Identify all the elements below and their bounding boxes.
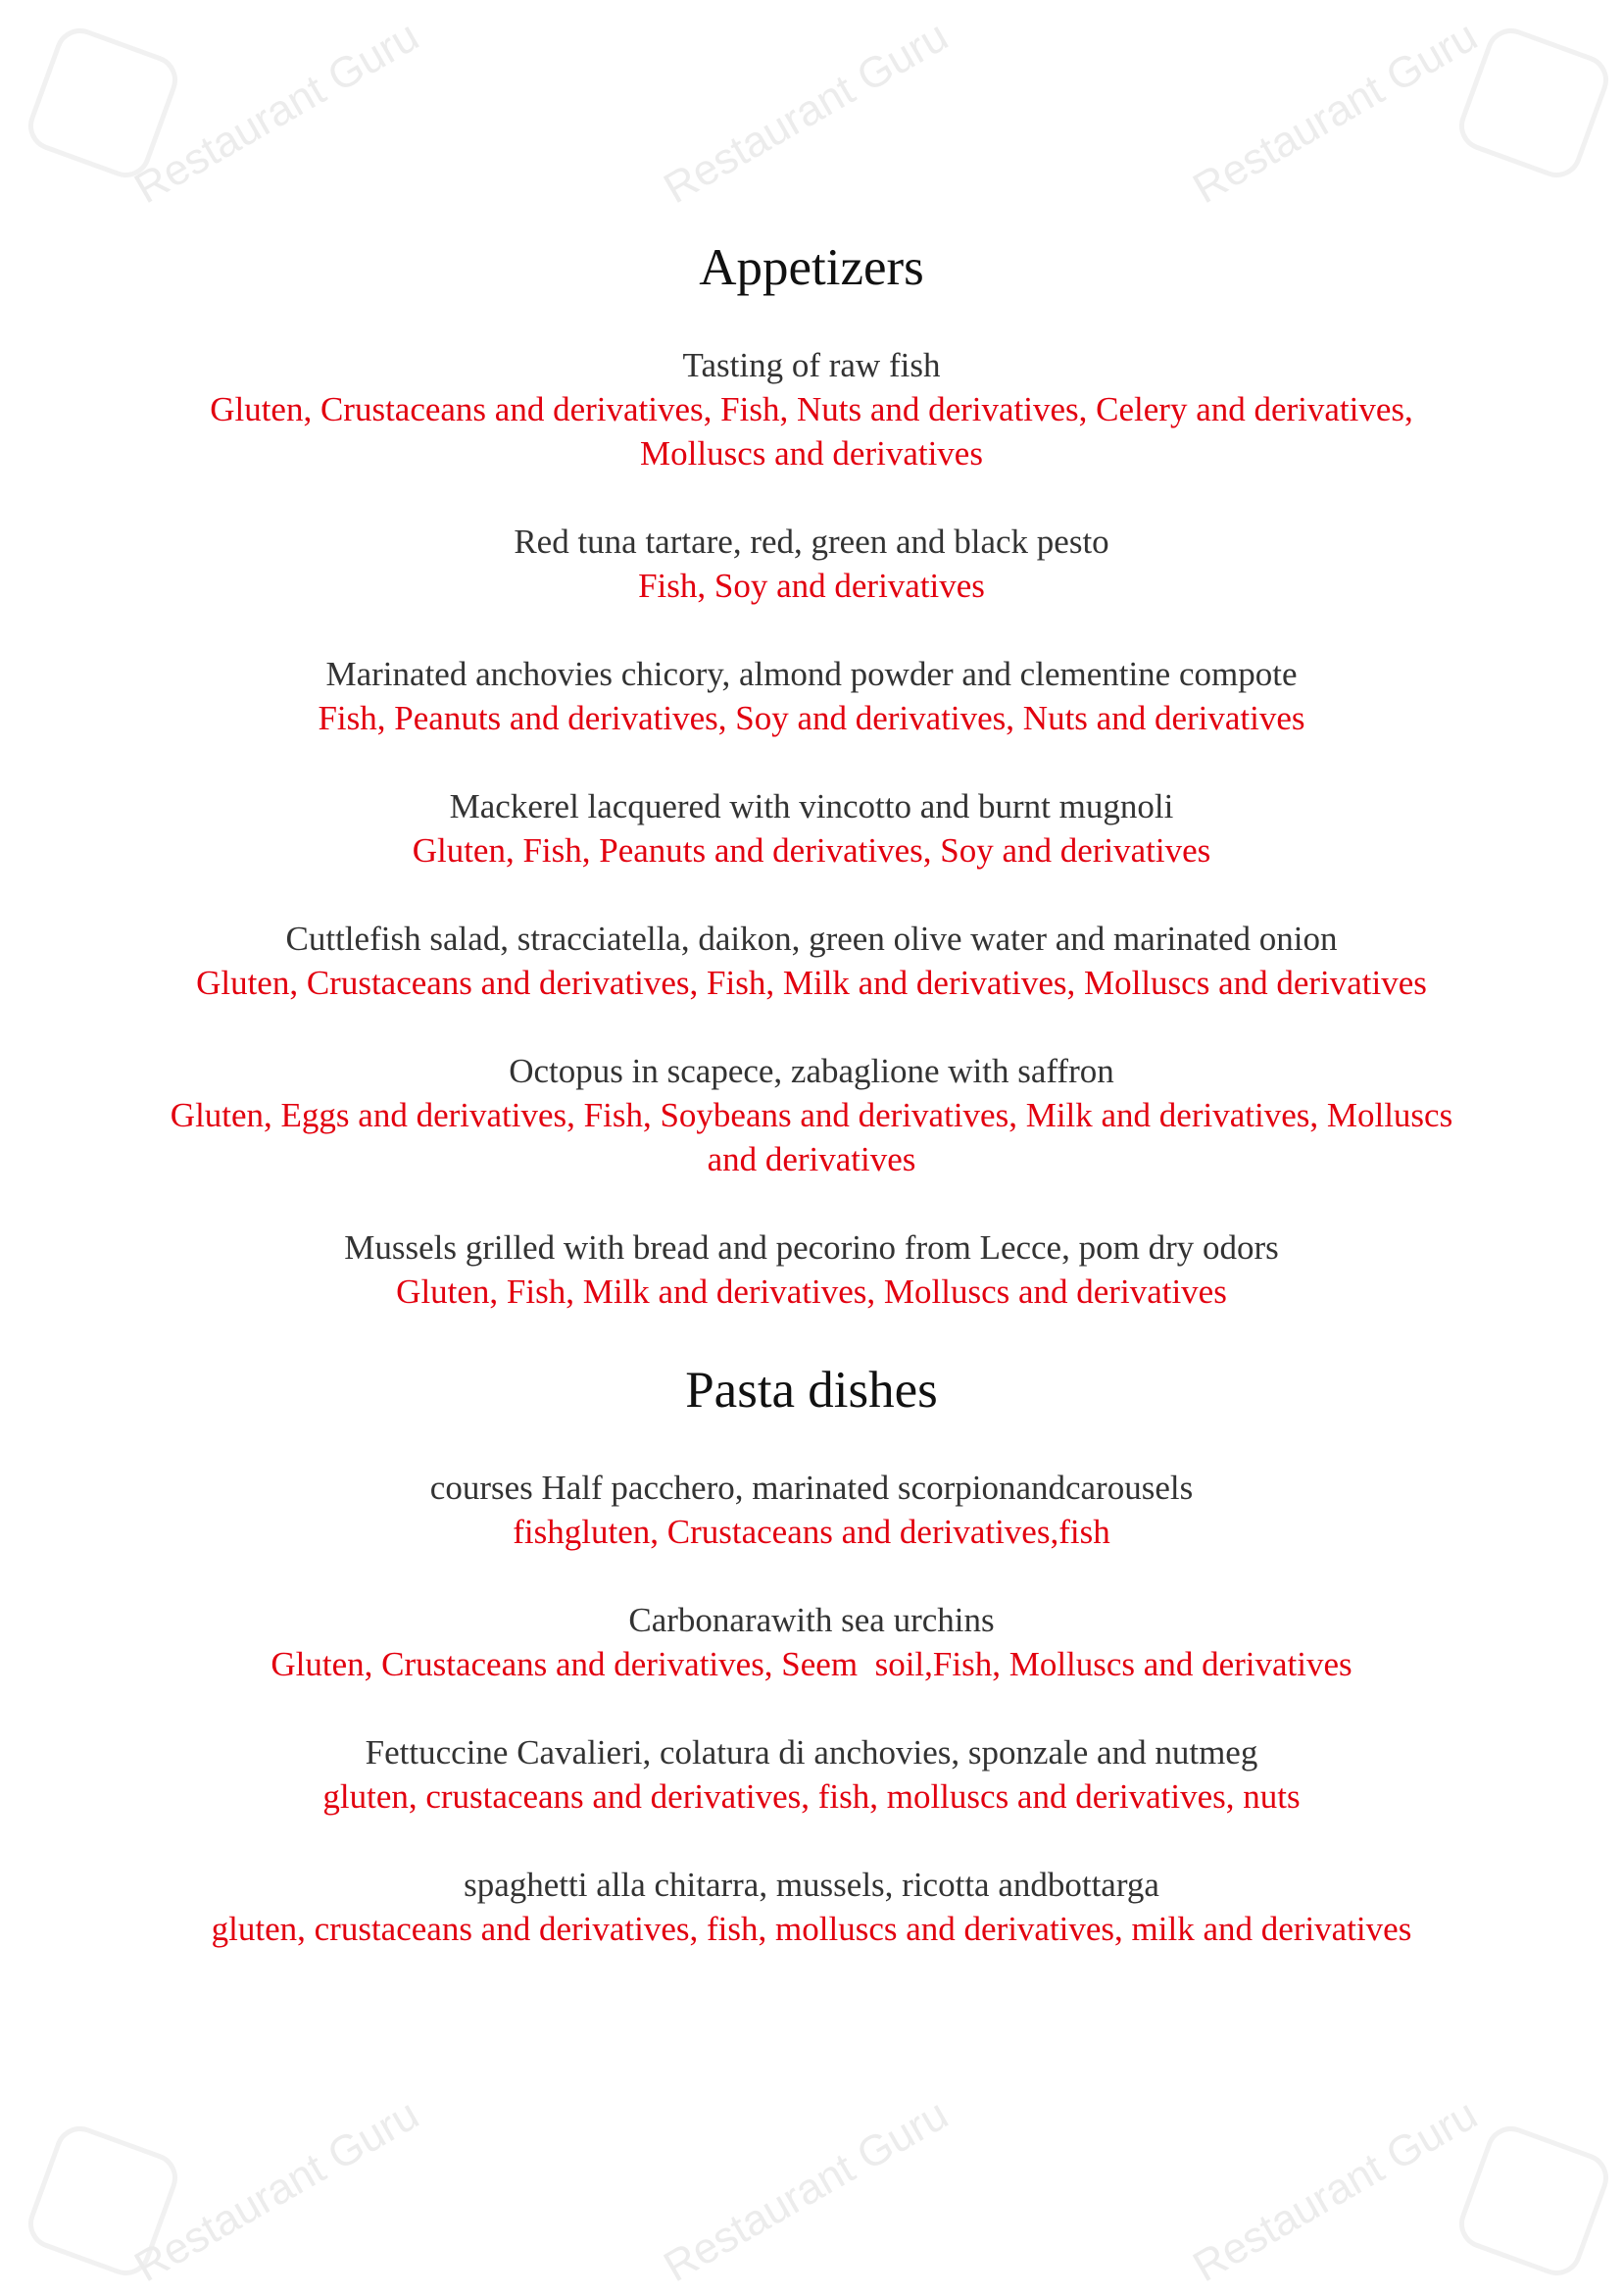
pasta-dishes-list — [165, 1466, 1458, 1951]
menu-item — [165, 1225, 1458, 1314]
dish-name: Fettuccine Cavalieri, colatura di anchovies, sponzale and nutmeg — [365, 1733, 1258, 1772]
dish-allergens: gluten, crustaceans and derivatives, fish, molluscs and derivatives, milk and derivatives — [211, 1910, 1412, 1948]
dish-allergens: Gluten, Crustaceans and derivatives, Fish, Milk and derivatives, Molluscs and derivatives — [196, 964, 1427, 1002]
watermark-logo-icon — [1452, 22, 1616, 185]
menu-item — [165, 1466, 1458, 1554]
dish-name: spaghetti alla chitarra, mussels, ricotta andbottarga — [464, 1866, 1159, 1904]
dish-allergens: Gluten, Crustaceans and derivatives, Fish, Nuts and derivatives, Celery and derivatives, Molluscs and derivatives — [210, 390, 1413, 473]
dish-allergens: Fish, Soy and derivatives — [638, 567, 985, 605]
dish-name: courses Half pacchero, marinated scorpionandcarousels — [429, 1469, 1194, 1507]
menu-item — [165, 1049, 1458, 1181]
dish-name: Octopus in scapece, zabaglione with saffron — [509, 1052, 1114, 1090]
dish-allergens: Fish, Peanuts and derivatives, Soy and derivatives, Nuts and derivatives — [318, 699, 1305, 737]
watermark-text: Restaurant Guru — [656, 12, 957, 214]
dish-allergens: Gluten, Fish, Milk and derivatives, Molluscs and derivatives — [396, 1273, 1227, 1311]
dish-name: Tasting of raw fish — [682, 346, 941, 384]
dish-name: Mussels grilled with bread and pecorino from Lecce, pom dry odors — [344, 1228, 1279, 1267]
watermark-text: Restaurant Guru — [656, 2090, 957, 2292]
menu-item — [165, 784, 1458, 873]
menu-item — [165, 1863, 1458, 1951]
watermark-logo-icon — [22, 2120, 185, 2283]
appetizers-list — [165, 343, 1458, 1314]
watermark-text: Restaurant Guru — [126, 12, 427, 214]
dish-name: Cuttlefish salad, stracciatella, daikon, green olive water and marinated onion — [285, 920, 1338, 958]
menu-item — [165, 343, 1458, 475]
section-title-pasta-dishes: Pasta dishes — [685, 1362, 938, 1419]
watermark-logo-icon — [1452, 2120, 1616, 2283]
watermark-text: Restaurant Guru — [1185, 12, 1486, 214]
menu-item — [165, 1598, 1458, 1686]
section-title-appetizers: Appetizers — [699, 239, 924, 296]
menu-item — [165, 1730, 1458, 1819]
dish-name: Carbonarawith sea urchins — [628, 1601, 995, 1639]
dish-allergens: Gluten, Crustaceans and derivatives, Seem soil,Fish, Molluscs and derivatives — [270, 1645, 1352, 1683]
menu-page — [165, 233, 1458, 1951]
dish-name: Mackerel lacquered with vincotto and burnt mugnoli — [449, 787, 1174, 825]
dish-name: Marinated anchovies chicory, almond powder and clementine compote — [325, 655, 1298, 693]
watermark-text: Restaurant Guru — [1185, 2090, 1486, 2292]
dish-allergens: Gluten, Fish, Peanuts and derivatives, Soy and derivatives — [412, 831, 1211, 870]
watermark-logo-icon — [22, 22, 185, 185]
menu-item — [165, 917, 1458, 1005]
dish-allergens: gluten, crustaceans and derivatives, fish, molluscs and derivatives, nuts — [322, 1777, 1301, 1816]
dish-allergens: fishgluten, Crustaceans and derivatives,fish — [513, 1513, 1110, 1551]
menu-item — [165, 520, 1458, 608]
watermark-text: Restaurant Guru — [126, 2090, 427, 2292]
dish-name: Red tuna tartare, red, green and black pesto — [514, 523, 1109, 561]
menu-item — [165, 652, 1458, 740]
dish-allergens: Gluten, Eggs and derivatives, Fish, Soybeans and derivatives, Milk and derivatives, Molluscs and derivatives — [170, 1096, 1453, 1178]
